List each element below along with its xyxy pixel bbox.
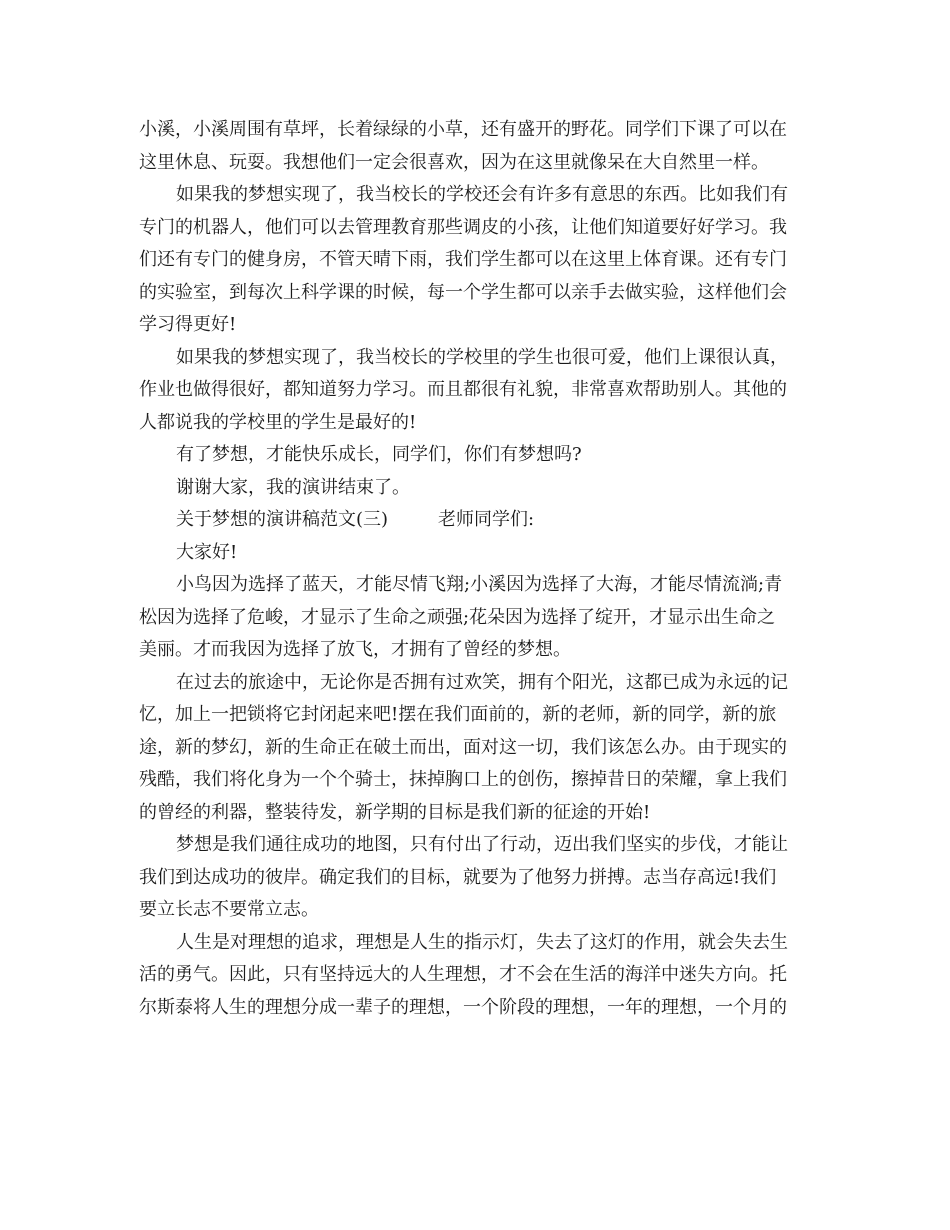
- text-line: 要立长志不要常立志。: [139, 899, 319, 920]
- text-line: 美丽。才而我因为选择了放飞，才拥有了曾经的梦想。: [139, 639, 571, 660]
- text-line: 松因为选择了危峻，才显示了生命之顽强;花朵因为选择了绽开，才显示出生命之: [139, 606, 776, 628]
- section-heading-line: [139, 504, 817, 537]
- text-line: 活的勇气。因此，只有坚持远大的人生理想，才不会在生活的海洋中迷失方向。托: [139, 964, 787, 985]
- salutation: 老师同学们:: [438, 509, 535, 530]
- text-line: 途，新的梦幻，新的生命正在破土而出，面对这一切，我们该怎么办。由于现实的: [139, 736, 787, 758]
- text-line: 我们到达成功的彼岸。确定我们的目标，就要为了他努力拼搏。志当存高远!我们: [139, 866, 777, 888]
- text-line: 有了梦想，才能快乐成长，同学们，你们有梦想吗?: [176, 444, 582, 465]
- text-line: 的曾经的利器，整装待发，新学期的目标是我们新的征途的开始!: [139, 801, 651, 823]
- text-line: 们还有专门的健身房，不管天晴下雨，我们学生都可以在这里上体育课。还有专门: [139, 249, 787, 270]
- text-line: 谢谢大家，我的演讲结束了。: [176, 476, 410, 498]
- text-line: 尔斯泰将人生的理想分成一辈子的理想，一个阶段的理想，一年的理想，一个月的: [139, 996, 787, 1018]
- text-line: 学习得更好!: [139, 314, 237, 335]
- text-line: 专门的机器人，他们可以去管理教育那些调皮的小孩，让他们知道要好好学习。我: [139, 216, 787, 238]
- document-body: [139, 114, 817, 1024]
- text-line: 小鸟因为选择了蓝天，才能尽情飞翔;小溪因为选择了大海，才能尽情流淌;青: [176, 574, 783, 595]
- text-line: 这里休息、玩耍。我想他们一定会很喜欢，因为在这里就像呆在大自然里一样。: [139, 151, 769, 173]
- text-line: 如果我的梦想实现了，我当校长的学校里的学生也很可爱，他们上课很认真，: [176, 346, 788, 368]
- text-line: 梦想是我们通往成功的地图，只有付出了行动，迈出我们坚实的步伐，才能让: [176, 834, 788, 855]
- text-line: 在过去的旅途中，无论你是否拥有过欢笑，拥有个阳光，这都已成为永远的记: [176, 671, 788, 693]
- text-line: 作业也做得很好，都知道努力学习。而且都很有礼貌，非常喜欢帮助别人。其他的: [139, 379, 787, 400]
- text-line: 忆，加上一把锁将它封闭起来吧!摆在我们面前的，新的老师，新的同学，新的旅: [139, 704, 777, 725]
- text-line: 如果我的梦想实现了，我当校长的学校还会有许多有意思的东西。比如我们有: [176, 184, 788, 205]
- text-line: 小溪，小溪周围有草坪，长着绿绿的小草，还有盛开的野花。同学们下课了可以在: [139, 119, 787, 140]
- text-line: 大家好!: [176, 541, 238, 563]
- section-title: 关于梦想的演讲稿范文(三): [176, 509, 389, 530]
- text-line: 残酷，我们将化身为一个个骑士，抹掉胸口上的创伤，擦掉昔日的荣耀，拿上我们: [139, 769, 787, 790]
- text-line: 人都说我的学校里的学生是最好的!: [139, 411, 417, 433]
- text-line: 的实验室，到每次上科学课的时候，每一个学生都可以亲手去做实验，这样他们会: [139, 281, 787, 303]
- text-line: 人生是对理想的追求，理想是人生的指示灯，失去了这灯的作用，就会失去生: [176, 931, 788, 953]
